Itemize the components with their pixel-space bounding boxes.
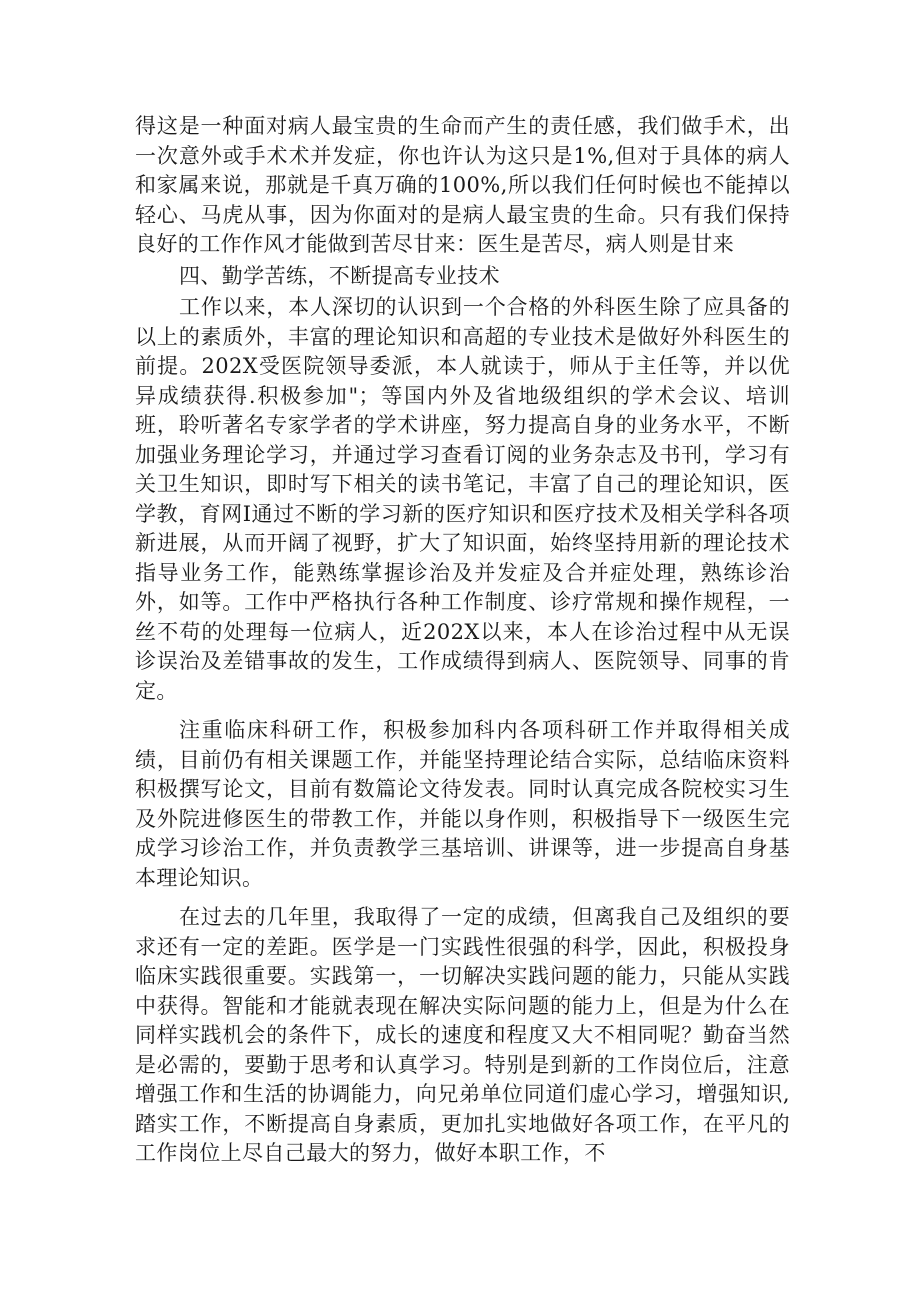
paragraph-clinical-research: 注重临床科研工作，积极参加科内各项科研工作并取得相关成绩，目前仍有相关课题工作，并能坚持理论结合实际，总结临床资料积极撰写论文，目前有数篇论文待发表。同时认真完成各院校实习生及外院进修医生的带教工作，并能以身作则，积极指导下一级医生完成学习诊治工作，并负责教学三基培训、讲课等，进一步提高自身基本理论知识。 xyxy=(135,718,790,890)
paragraph-responsibility: 得这是一种面对病人最宝贵的生命而产生的责任感，我们做手术，出一次意外或手术术并发症，你也许认为这只是1%,但对于具体的病人和家属来说，那就是千真万确的100%,所以我们任何时候也不能掉以轻心、马虎从事，因为你面对的是病人最宝贵的生命。只有我们保持良好的工作作风才能做到苦尽甘来：医生是苦尽，病人则是甘来 xyxy=(135,114,790,256)
paragraph-reflection: 在过去的几年里，我取得了一定的成绩，但离我自己及组织的要求还有一定的差距。医学是一门实践性很强的科学，因此，积极投身临床实践很重要。实践第一，一切解决实践问题的能力，只能从实践中获得。智能和才能就表现在解决实际问题的能力上，但是为什么在同样实践机会的条件下，成长的速度和程度又大不相同呢？勤奋当然是必需的，要勤于思考和认真学习。特别是到新的工作岗位后，注意增强工作和生活的协调能力，向兄弟单位同道们虚心学习，增强知识,踏实工作，不断提高自身素质，更加扎实地做好各项工作，在平凡的工作岗位上尽自己最大的努力，做好本职工作，不 xyxy=(135,905,790,1165)
section-heading-four: 四、勤学苦练，不断提高专业技术 xyxy=(179,263,500,288)
document-page xyxy=(135,112,790,1169)
paragraph-study-training: 工作以来，本人深切的认识到一个合格的外科医生除了应具备的以上的素质外，丰富的理论知识和高超的专业技术是做好外科医生的前提。202X受医院领导委派，本人就读于，师从于主任等，并以优异成绩获得.积极参加"；等国内外及省地级组织的学术会议、培训班，聆听著名专家学者的学术讲座，努力提高自身的业务水平，不断加强业务理论学习，并通过学习查看订阅的业务杂志及书刊，学习有关卫生知识，即时写下相关的读书笔记，丰富了自己的理论知识，医学教，育网I通过不断的学习新的医疗知识和医疗技术及相关学科各项新进展，从而开阔了视野，扩大了知识面，始终坚持用新的理论技术指导业务工作，能熟练掌握诊治及并发症及合并症处理，熟练诊治外，如等。工作中严格执行各种工作制度、诊疗常规和操作规程，一丝不苟的处理每一位病人，近202X以来，本人在诊治过程中从无误诊误治及差错事故的发生，工作成绩得到病人、医院领导、同事的肯定。 xyxy=(135,295,790,703)
